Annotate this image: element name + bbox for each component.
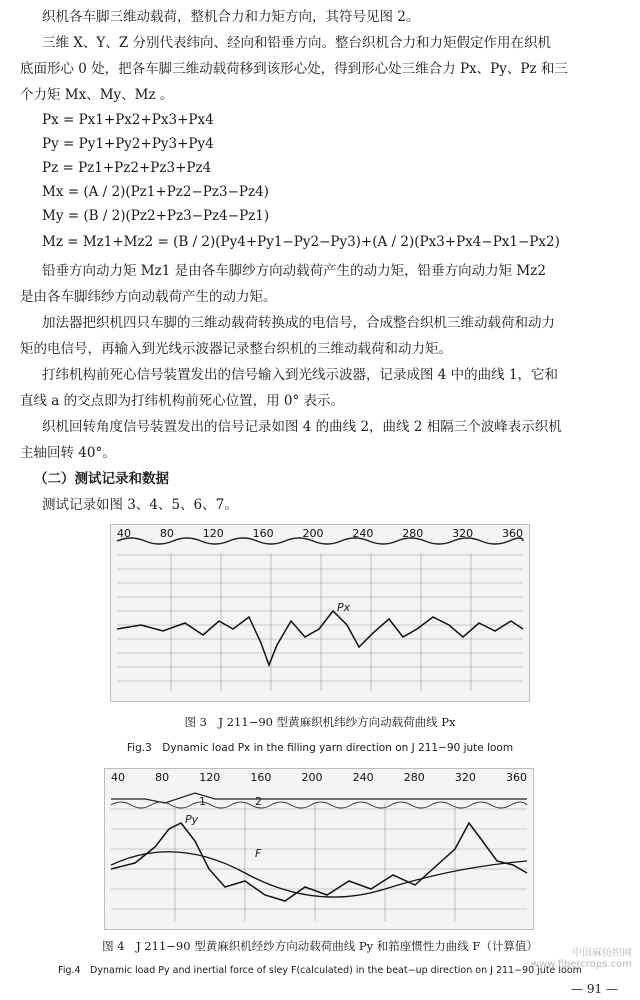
degree-label: 200 xyxy=(301,771,323,784)
figure-4-curve-2-label: 2 xyxy=(255,795,262,808)
figure-3-caption-cn: 图 3 J 211−90 型黄麻织机纬纱方向动载荷曲线 Px xyxy=(184,715,456,729)
degree-label: 80 xyxy=(159,527,174,540)
figure-4-caption-en: Fig.4 Dynamic load Py and inertial force of sley F(calculated) in the beat−up direction on J 211−90 jute loom xyxy=(58,965,582,976)
text-line-1: 织机各车脚三维动载荷，整机合力和力矩方向，其符号见图 2。 xyxy=(42,9,420,25)
degree-label: 120 xyxy=(199,771,221,784)
text-line-4: 个力矩 Mx、My、Mz 。 xyxy=(20,87,174,103)
paragraph-rotation-line-2: 主轴回转 40°。 xyxy=(20,445,116,461)
figure-4-f-curve xyxy=(111,852,527,897)
page-number: — 91 — xyxy=(571,982,618,996)
degree-label: 360 xyxy=(506,771,527,784)
paragraph-deadcenter-line-1: 打纬机构前死心信号装置发出的信号输入到光线示波器，记录成图 4 中的曲线 1，它和 xyxy=(42,367,559,383)
equation-px: Px = Px1+Px2+Px3+Px4 xyxy=(42,112,214,128)
degree-label: 360 xyxy=(502,527,523,540)
degree-label: 160 xyxy=(250,771,272,784)
figure-4-curve-1 xyxy=(111,793,527,803)
degree-label: 40 xyxy=(117,527,131,540)
degree-label: 280 xyxy=(402,527,424,540)
degree-label: 240 xyxy=(352,527,374,540)
figure-4-curve-2 xyxy=(111,802,527,808)
figure-3-gridlines xyxy=(117,553,523,691)
paragraph-deadcenter-line-2: 直线 a 的交点即为打纬机构前死心位置，用 0° 表示。 xyxy=(20,393,345,409)
figure-4-gridlines xyxy=(111,803,527,921)
watermark-site-name: 中国麻纺织网 xyxy=(572,948,632,959)
degree-label: 120 xyxy=(202,527,224,540)
figure-3-caption-en: Fig.3 Dynamic load Px in the filling yarn direction on J 211−90 jute loom xyxy=(126,742,514,754)
figure-4-trace-svg xyxy=(105,769,533,929)
figure-3-rotation-wave xyxy=(117,538,523,544)
equation-py: Py = Py1+Py2+Py3+Py4 xyxy=(42,136,214,152)
section-heading: （二）测试记录和数据 xyxy=(34,471,169,487)
records-line: 测试记录如图 3、4、5、6、7。 xyxy=(42,497,238,513)
degree-label: 320 xyxy=(454,771,476,784)
text-line-2: 三维 X、Y、Z 分别代表纬向、经向和铅垂方向。整台织机合力和力矩假定作用在织机 xyxy=(42,35,551,51)
degree-label: 320 xyxy=(452,527,474,540)
degree-label: 200 xyxy=(302,527,324,540)
paragraph-mz1-line-2: 是由各车脚纬纱方向动载荷产生的动力矩。 xyxy=(20,289,277,305)
figure-3-trace-svg xyxy=(111,525,529,701)
figure-3-px-label: Px xyxy=(337,601,351,614)
figure-3-oscillogram xyxy=(110,524,530,702)
figure-4-caption-cn: 图 4 J 211−90 型黄麻织机经纱方向动载荷曲线 Py 和筘座惯性力曲线 F（计算值） xyxy=(102,939,538,953)
equation-mz: Mz = Mz1+Mz2 = (B / 2)(Py4+Py1−Py2−Py3)+(A / 2)(Px3+Px4−Px1−Px2) xyxy=(42,234,560,250)
paragraph-mz1-line-1: 铅垂方向动力矩 Mz1 是由各车脚纱方向动载荷产生的动力矩，铅垂方向动力矩 Mz2 xyxy=(42,263,546,279)
equation-my: My = (B / 2)(Pz2+Pz3−Pz4−Pz1) xyxy=(42,208,270,224)
degree-label: 80 xyxy=(155,771,170,784)
watermark-site-url: www.fibercrops.com xyxy=(530,959,632,970)
paragraph-rotation-line-1: 织机回转角度信号装置发出的信号记录如图 4 的曲线 2，曲线 2 相隔三个波峰表示织机 xyxy=(42,419,562,435)
figure-4-py-label: Py xyxy=(185,813,199,826)
degree-label: 40 xyxy=(111,771,125,784)
paragraph-adder-line-1: 加法器把织机四只车脚的三维动载荷转换成的电信号，合成整台织机三维动载荷和动力 xyxy=(42,315,555,331)
degree-label: 160 xyxy=(252,527,274,540)
figure-4-oscillogram xyxy=(104,768,534,930)
figure-3-px-curve xyxy=(117,611,523,665)
degree-label: 240 xyxy=(352,771,374,784)
figure-4-curve-1-label: 1 xyxy=(199,795,206,808)
figure-4-f-label: F xyxy=(255,847,262,860)
equation-mx: Mx = (A / 2)(Pz1+Pz2−Pz3−Pz4) xyxy=(42,184,269,200)
paragraph-adder-line-2: 矩的电信号，再输入到光线示波器记录整台织机的三维动载荷和动力矩。 xyxy=(20,341,452,357)
watermark xyxy=(531,944,632,970)
degree-label: 280 xyxy=(403,771,425,784)
equation-pz: Pz = Pz1+Pz2+Pz3+Pz4 xyxy=(42,160,212,176)
text-line-3: 底面形心 0 处，把各车脚三维动载荷移到该形心处，得到形心处三维合力 Px、Py、Pz 和三 xyxy=(20,61,568,77)
